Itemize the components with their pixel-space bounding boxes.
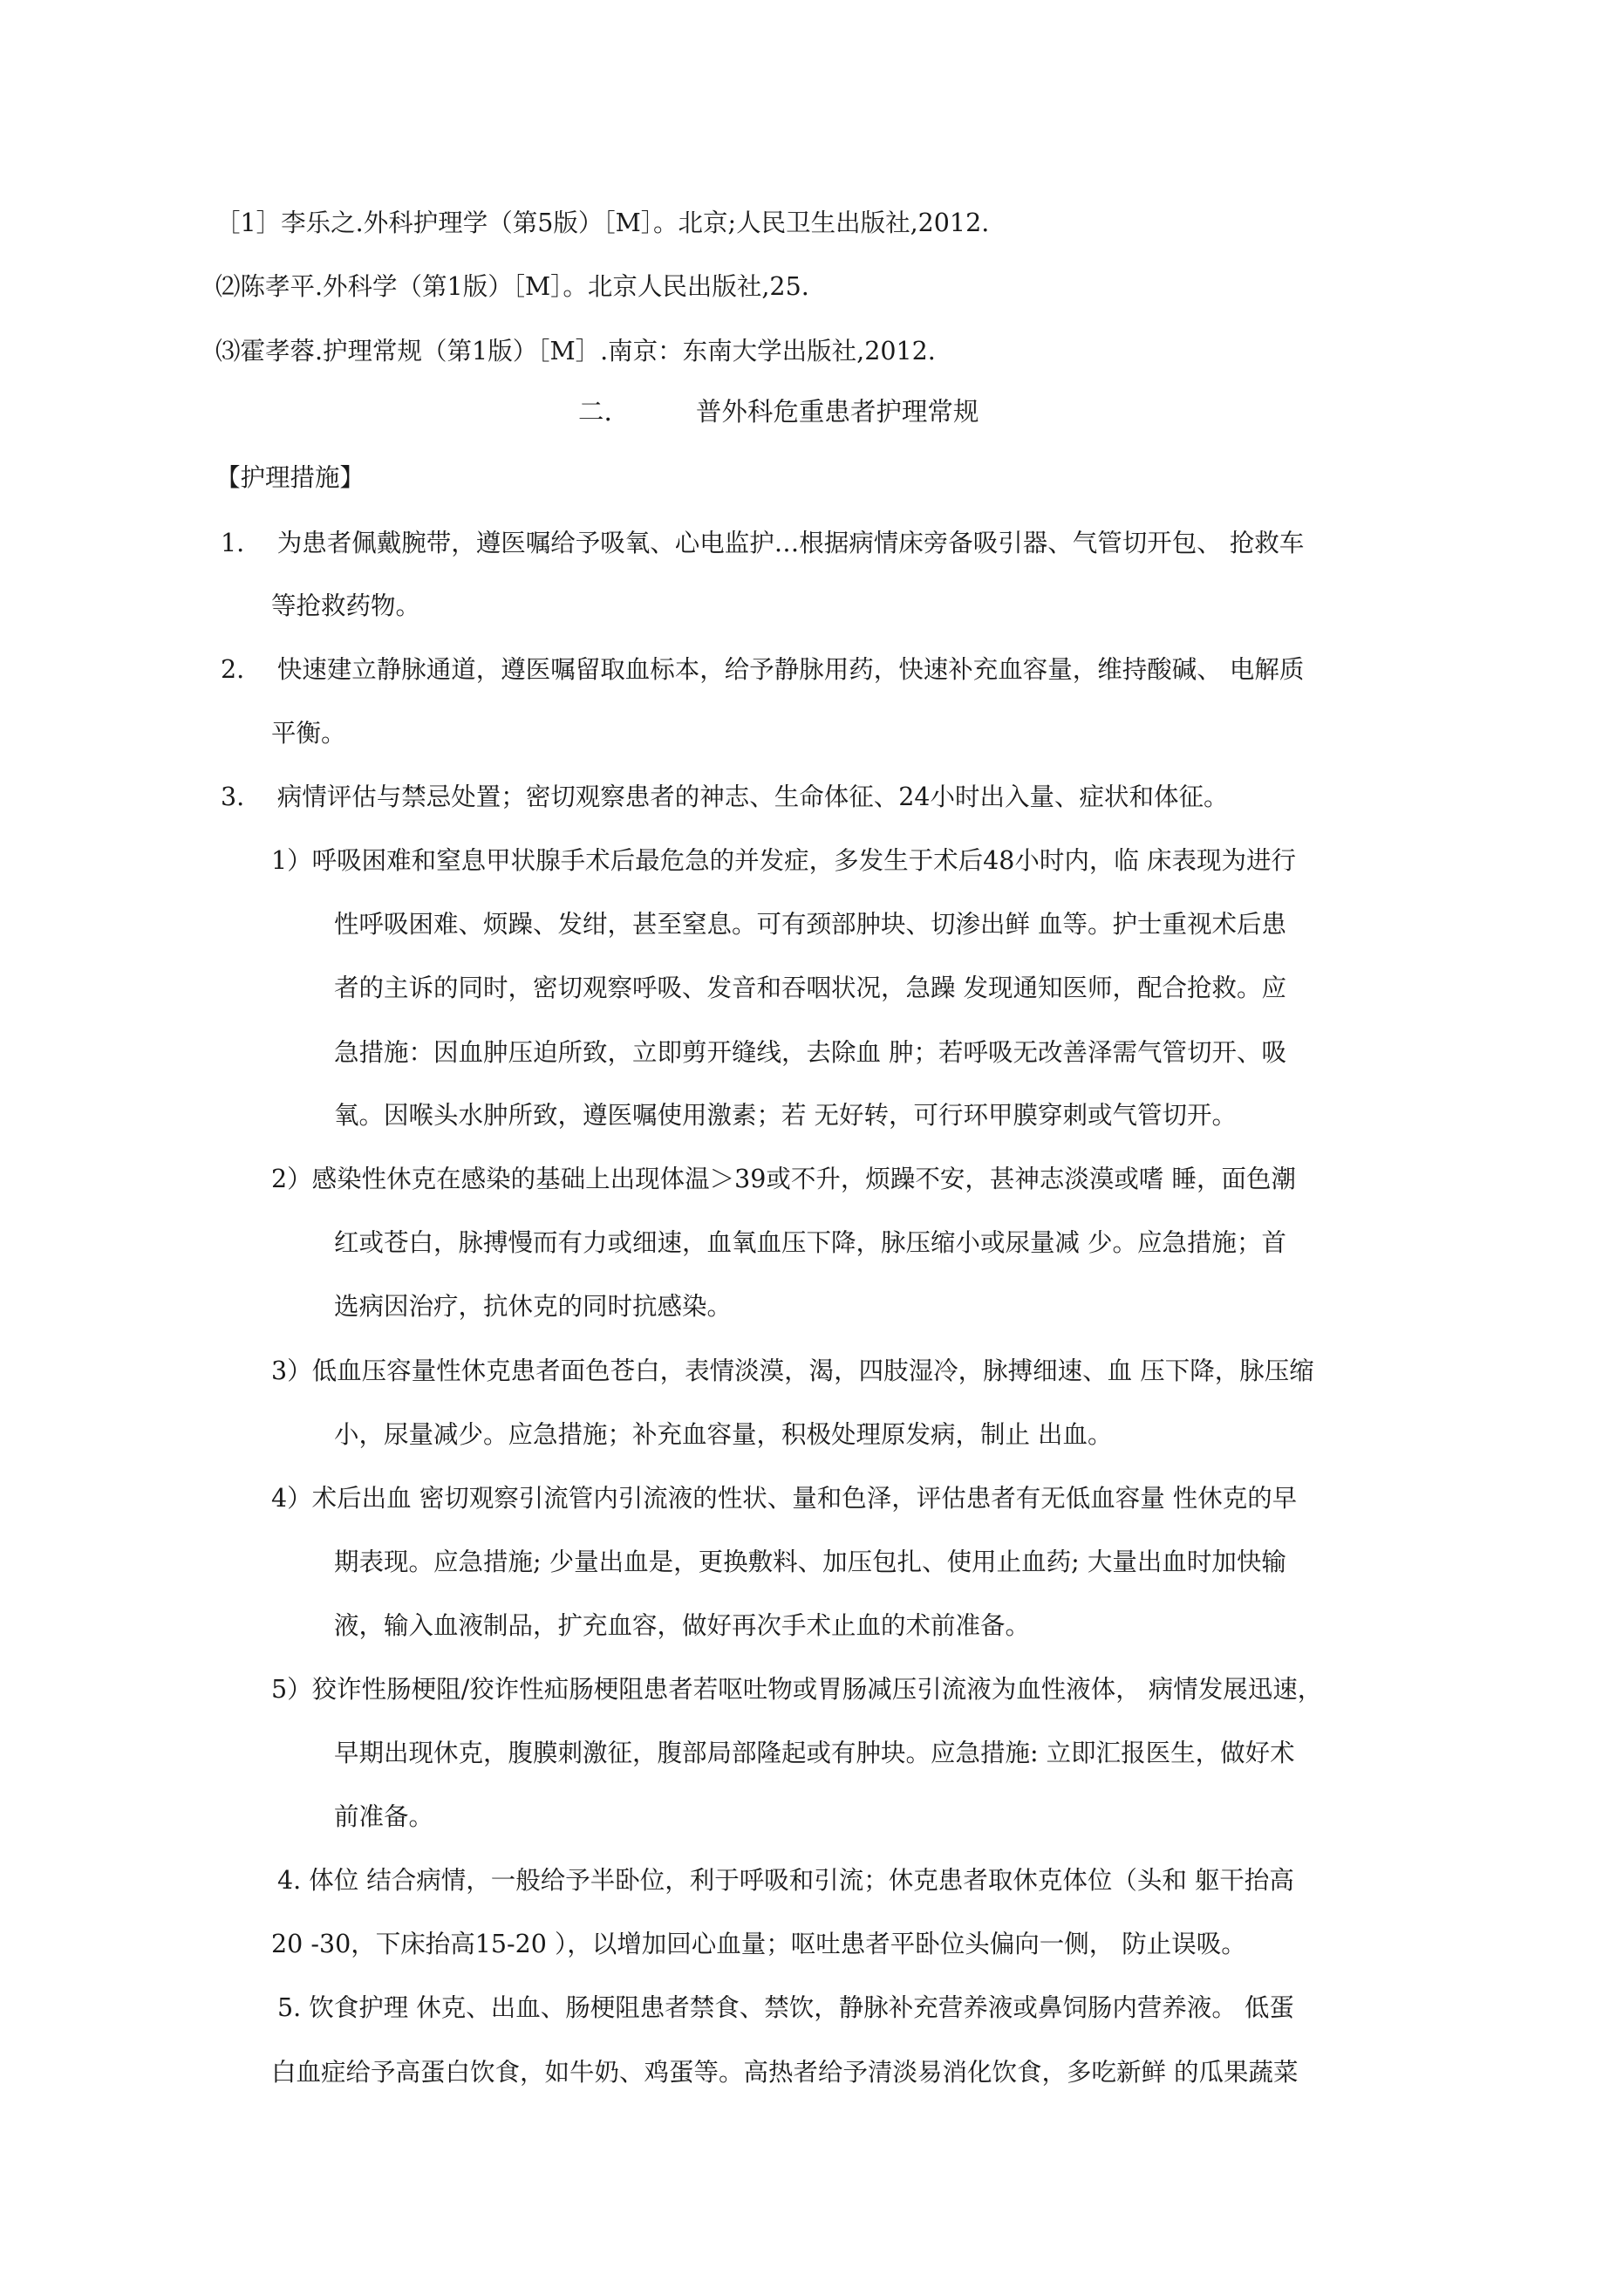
sub-item-line: 性呼吸困难、烦躁、发绀，甚至窒息。可有颈部肿块、切渗出鲜 血等。护士重视术后患 — [334, 910, 1287, 939]
sub-item-line: 期表现。应急措施; 少量出血是，更换敷料、加压包扎、使用止血药; 大量出血时加快输 — [334, 1548, 1286, 1576]
sub-item-line: 选病因治疗，抗休克的同时抗感染。 — [334, 1292, 733, 1321]
subheading: 【护理措施】 — [215, 463, 365, 492]
sub-item-line: 者的主诉的同时，密切观察呼吸、发音和吞咽状况，急躁 发现通知医师，配合抢救。应 — [334, 974, 1287, 1002]
sub-item-line: 前准备。 — [334, 1802, 434, 1831]
list-item-line: 白血症给予高蛋白饮食，如牛奶、鸡蛋等。高热者给予清淡易消化饮食，多吃新鲜 的瓜果蔬菜 — [271, 2058, 1299, 2087]
sub-item-line: 早期出现休克，腹膜刺激征，腹部局部隆起或有肿块。应急措施: 立即汇报医生，做好术 — [334, 1739, 1295, 1767]
sub-item-line: 急措施：因血肿压迫所致，立即剪开缝线，去除血 肿；若呼吸无改善泽需气管切开、吸 — [334, 1038, 1287, 1067]
sub-item-line: 3）低血压容量性休克患者面色苍白，表情淡漠，渴，四肢湿冷，脉搏细速、血 压下降，脉压缩 — [271, 1356, 1314, 1385]
sub-item-line: 1）呼吸困难和窒息甲状腺手术后最危急的并发症，多发生于术后48小时内，临 床表现为进行 — [271, 846, 1296, 875]
section-title-text: 普外科危重患者护理常规 — [695, 397, 979, 427]
list-item-line: 5. 饮食护理 休克、出血、肠梗阻患者禁食、禁饮，静脉补充营养液或鼻饲肠内营养液。 低蛋 — [277, 1993, 1294, 2022]
list-item-line: 3. 病情评估与禁忌处置；密切观察患者的神志、生命体征、24小时出入量、症状和体征。 — [221, 782, 1229, 811]
list-item-line: 2. 快速建立静脉通道，遵医嘱留取血标本，给予静脉用药，快速补充血容量，维持酸碱、 电解质 — [221, 655, 1305, 684]
sub-item-line: 5）狡诈性肠梗阻/狡诈性疝肠梗阻患者若呕吐物或胃肠减压引流液为血性液体， 病情发展迅速， — [271, 1675, 1323, 1704]
reference-item: ⑶霍孝蓉.护理常规（第1版）［M］.南京：东南大学出版社,2012. — [215, 337, 936, 366]
sub-item-line: 4）术后出血 密切观察引流管内引流液的性状、量和色泽，评估患者有无低血容量 性休克的早 — [271, 1484, 1298, 1513]
section-title — [578, 394, 979, 429]
sub-item-line: 小，尿量减少。应急措施；补充血容量，积极处理原发病，制止 出血。 — [334, 1420, 1113, 1449]
sub-item-line: 氧。因喉头水肿所致，遵医嘱使用激素；若 无好转，可行环甲膜穿刺或气管切开。 — [334, 1101, 1238, 1130]
sub-item-line: 红或苍白，脉搏慢而有力或细速，血氧血压下降，脉压缩小或尿量减 少。应急措施；首 — [334, 1228, 1287, 1257]
sub-item-line: 2）感染性休克在感染的基础上出现体温＞39或不升，烦躁不安，甚神志淡漠或嗜 睡，面色潮 — [271, 1165, 1296, 1193]
list-item-line: 4. 体位 结合病情，一般给予半卧位，利于呼吸和引流；休克患者取休克体位（头和 躯干抬高 — [277, 1866, 1294, 1895]
list-item-line: 平衡。 — [271, 719, 346, 748]
list-item-line: 20 -30，下床抬高15-20 ），以增加回心血量；呕吐患者平卧位头偏向一侧， 防止误吸。 — [271, 1930, 1246, 1958]
section-number: 二. — [578, 397, 612, 427]
reference-item: ⑵陈孝平.外科学（第1版）［M］。北京人民出版社,25. — [215, 272, 809, 301]
list-item-line: 等抢救药物。 — [271, 591, 421, 620]
list-item-line: 1. 为患者佩戴腕带，遵医嘱给予吸氧、心电监护…根据病情床旁备吸引器、气管切开包、 抢救车 — [221, 529, 1305, 557]
reference-item: ［1］李乐之.外科护理学（第5版）［M］。北京;人民卫生出版社,2012. — [215, 208, 990, 237]
sub-item-line: 液，输入血液制品，扩充血容，做好再次手术止血的术前准备。 — [334, 1611, 1031, 1640]
